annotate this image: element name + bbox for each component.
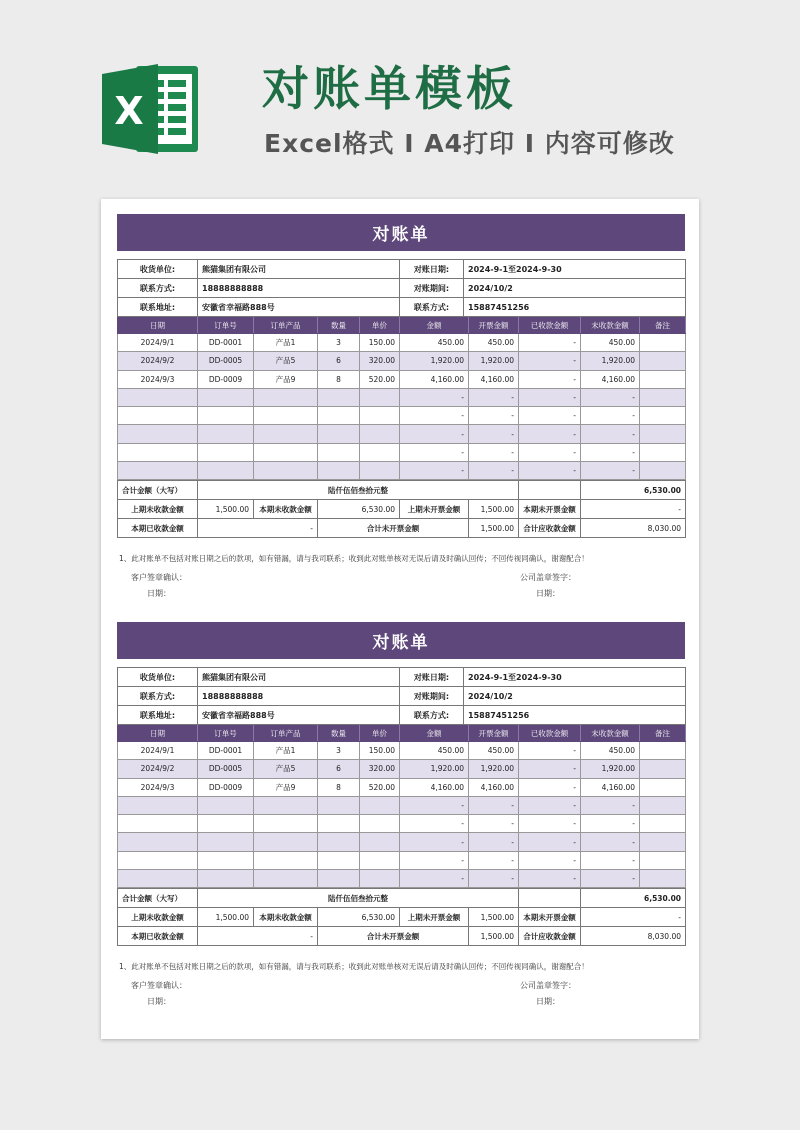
cell-received: - <box>519 870 581 888</box>
contact2-label: 联系方式: <box>400 706 464 725</box>
page-subtitle: Excel格式 I A4打印 I 内容可修改 <box>264 129 675 158</box>
cur-unpaid-value: 6,530.00 <box>318 500 400 519</box>
table-row <box>118 833 686 851</box>
column-header: 未收款金额 <box>581 318 640 334</box>
table-row <box>118 425 686 443</box>
cell-product <box>254 851 318 869</box>
cell-amount: - <box>400 851 469 869</box>
cell-product <box>254 462 318 480</box>
cell-received: - <box>519 352 581 370</box>
column-header: 单价 <box>360 726 400 742</box>
table-row <box>118 815 686 833</box>
cell-order <box>198 425 254 443</box>
cell-unpaid: 450.00 <box>581 742 640 760</box>
table-row <box>118 851 686 869</box>
cell-amount: - <box>400 462 469 480</box>
company-date-label: 日期： <box>536 997 560 1007</box>
table-row <box>118 870 686 888</box>
total-uninvoiced-value: 1,500.00 <box>469 519 519 538</box>
cell-note <box>640 760 686 778</box>
column-header: 金额 <box>400 318 469 334</box>
signature-area <box>117 572 685 606</box>
cell-invoiced: - <box>469 833 519 851</box>
company-sign-label: 公司盖章签字： <box>520 573 576 583</box>
cell-qty: 8 <box>318 370 360 388</box>
cell-unpaid: - <box>581 796 640 814</box>
cell-received: - <box>519 388 581 406</box>
cell-product: 产品1 <box>254 334 318 352</box>
cell-amount: - <box>400 796 469 814</box>
cell-received: - <box>519 833 581 851</box>
cell-order <box>198 833 254 851</box>
period-label: 对账日期: <box>400 668 464 687</box>
statement-block <box>117 622 685 1014</box>
cell-amount: - <box>400 443 469 461</box>
column-header: 日期 <box>118 318 198 334</box>
cell-date <box>118 462 198 480</box>
prev-uninvoiced-label: 上期未开票金额 <box>400 500 469 519</box>
info-table <box>117 259 686 317</box>
cell-product: 产品5 <box>254 760 318 778</box>
cell-order <box>198 796 254 814</box>
column-header: 未收款金额 <box>581 726 640 742</box>
cell-received: - <box>519 851 581 869</box>
cell-note <box>640 388 686 406</box>
total-value: 6,530.00 <box>581 889 686 908</box>
cell-qty <box>318 462 360 480</box>
statement-sheet <box>101 199 699 1039</box>
header <box>0 0 800 195</box>
cell-note <box>640 352 686 370</box>
cell-qty <box>318 407 360 425</box>
prev-uninvoiced-value: 1,500.00 <box>469 500 519 519</box>
column-header: 订单产品 <box>254 726 318 742</box>
cell-received: - <box>519 407 581 425</box>
cell-unpaid: 450.00 <box>581 334 640 352</box>
cell-invoiced: - <box>469 388 519 406</box>
prev-uninvoiced-value: 1,500.00 <box>469 908 519 927</box>
check-date-value: 2024/10/2 <box>464 687 686 706</box>
cell-amount: 4,160.00 <box>400 370 469 388</box>
period-value: 2024-9-1至2024-9-30 <box>464 260 686 279</box>
cell-amount: 1,920.00 <box>400 760 469 778</box>
prev-unpaid-label: 上期未收款金额 <box>118 908 198 927</box>
cell-received: - <box>519 796 581 814</box>
cell-invoiced: 450.00 <box>469 334 519 352</box>
cell-product <box>254 833 318 851</box>
cell-date: 2024/9/1 <box>118 742 198 760</box>
table-header-row <box>118 318 686 334</box>
cell-date <box>118 796 198 814</box>
customer-sign-label: 客户签章确认： <box>131 981 187 991</box>
table-row <box>118 334 686 352</box>
cell-price <box>360 388 400 406</box>
cell-order: DD-0009 <box>198 370 254 388</box>
cell-date: 2024/9/1 <box>118 334 198 352</box>
prev-uninvoiced-label: 上期未开票金额 <box>400 908 469 927</box>
receiver-value: 熊猫集团有限公司 <box>198 260 400 279</box>
cell-received: - <box>519 334 581 352</box>
cell-date <box>118 833 198 851</box>
column-header: 备注 <box>640 318 686 334</box>
cell-qty <box>318 796 360 814</box>
cell-date: 2024/9/3 <box>118 778 198 796</box>
cell-amount: - <box>400 388 469 406</box>
table-row <box>118 352 686 370</box>
statement-title: 对账单 <box>117 214 685 251</box>
cell-qty: 6 <box>318 760 360 778</box>
column-header: 开票金额 <box>469 318 519 334</box>
column-header: 数量 <box>318 318 360 334</box>
cell-order <box>198 388 254 406</box>
total-value: 6,530.00 <box>581 481 686 500</box>
cell-product <box>254 425 318 443</box>
cur-uninvoiced-label: 本期未开票金额 <box>519 908 581 927</box>
cell-qty <box>318 833 360 851</box>
cell-unpaid: - <box>581 407 640 425</box>
contact-value: 18888888888 <box>198 687 400 706</box>
table-row <box>118 462 686 480</box>
cell-received: - <box>519 778 581 796</box>
cell-invoiced: - <box>469 796 519 814</box>
cell-note <box>640 778 686 796</box>
cell-price <box>360 870 400 888</box>
contact-value: 18888888888 <box>198 279 400 298</box>
column-header: 数量 <box>318 726 360 742</box>
cell-qty <box>318 870 360 888</box>
cell-invoiced: 1,920.00 <box>469 352 519 370</box>
cur-unpaid-value: 6,530.00 <box>318 908 400 927</box>
table-row <box>118 778 686 796</box>
cell-note <box>640 370 686 388</box>
cur-unpaid-label: 本期未收款金额 <box>254 908 318 927</box>
cell-price <box>360 851 400 869</box>
cell-date: 2024/9/3 <box>118 370 198 388</box>
period-label: 对账日期: <box>400 260 464 279</box>
cur-uninvoiced-value: - <box>581 908 686 927</box>
cell-product <box>254 407 318 425</box>
cell-amount: - <box>400 833 469 851</box>
table-row <box>118 407 686 425</box>
cur-received-label: 本期已收款金额 <box>118 519 198 538</box>
total-uninvoiced-label: 合计未开票金额 <box>318 927 469 946</box>
receiver-value: 熊猫集团有限公司 <box>198 668 400 687</box>
total-receivable-label: 合计应收款金额 <box>519 927 581 946</box>
cell-unpaid: - <box>581 425 640 443</box>
cell-order: DD-0005 <box>198 352 254 370</box>
contact-label: 联系方式: <box>118 687 198 706</box>
cell-invoiced: - <box>469 443 519 461</box>
cell-invoiced: - <box>469 870 519 888</box>
total-receivable-label: 合计应收款金额 <box>519 519 581 538</box>
cell-unpaid: - <box>581 388 640 406</box>
excel-logo-icon <box>100 62 200 156</box>
cell-qty: 3 <box>318 742 360 760</box>
column-header: 备注 <box>640 726 686 742</box>
cell-invoiced: 4,160.00 <box>469 370 519 388</box>
table-header-row <box>118 726 686 742</box>
signature-area <box>117 980 685 1014</box>
statement-note: 1、此对账单不包括对账日期之后的款项，如有错漏，请与我司联系；收到此对账单核对无误后请及时确认回传；不回传视同确认，谢谢配合！ <box>119 962 589 972</box>
statement-note: 1、此对账单不包括对账日期之后的款项，如有错漏，请与我司联系；收到此对账单核对无误后请及时确认回传；不回传视同确认，谢谢配合！ <box>119 554 589 564</box>
cell-qty <box>318 425 360 443</box>
cell-product <box>254 815 318 833</box>
cell-note <box>640 870 686 888</box>
cell-date: 2024/9/2 <box>118 352 198 370</box>
column-header: 金额 <box>400 726 469 742</box>
cell-price: 520.00 <box>360 370 400 388</box>
column-header: 订单产品 <box>254 318 318 334</box>
cell-price: 320.00 <box>360 760 400 778</box>
cur-received-value: - <box>198 519 318 538</box>
cell-date <box>118 407 198 425</box>
cell-qty: 6 <box>318 352 360 370</box>
cell-invoiced: - <box>469 815 519 833</box>
cell-unpaid: - <box>581 462 640 480</box>
table-row <box>118 370 686 388</box>
cell-note <box>640 334 686 352</box>
column-header: 日期 <box>118 726 198 742</box>
cell-price <box>360 815 400 833</box>
cell-product <box>254 388 318 406</box>
cell-invoiced: - <box>469 425 519 443</box>
cell-received: - <box>519 443 581 461</box>
cell-invoiced: 1,920.00 <box>469 760 519 778</box>
cell-order <box>198 815 254 833</box>
cell-amount: - <box>400 407 469 425</box>
cell-invoiced: - <box>469 462 519 480</box>
prev-unpaid-label: 上期未收款金额 <box>118 500 198 519</box>
cell-order <box>198 443 254 461</box>
cell-order <box>198 870 254 888</box>
address-label: 联系地址: <box>118 706 198 725</box>
cell-order: DD-0009 <box>198 778 254 796</box>
cell-unpaid: - <box>581 870 640 888</box>
total-label: 合计金额（大写） <box>118 889 198 908</box>
cell-price: 520.00 <box>360 778 400 796</box>
check-date-value: 2024/10/2 <box>464 279 686 298</box>
contact-label: 联系方式: <box>118 279 198 298</box>
column-header: 已收款金额 <box>519 726 581 742</box>
receiver-label: 收货单位: <box>118 668 198 687</box>
cell-note <box>640 425 686 443</box>
cell-product <box>254 870 318 888</box>
summary-table <box>117 480 686 538</box>
cell-product <box>254 796 318 814</box>
address-value: 安徽省幸福路888号 <box>198 298 400 317</box>
cell-price <box>360 833 400 851</box>
cell-date <box>118 425 198 443</box>
cell-order: DD-0001 <box>198 334 254 352</box>
customer-date-label: 日期： <box>147 997 171 1007</box>
cell-note <box>640 462 686 480</box>
total-uninvoiced-value: 1,500.00 <box>469 927 519 946</box>
column-header: 单价 <box>360 318 400 334</box>
cell-invoiced: 4,160.00 <box>469 778 519 796</box>
cell-amount: 450.00 <box>400 742 469 760</box>
cell-qty <box>318 388 360 406</box>
table-row <box>118 388 686 406</box>
cell-note <box>640 443 686 461</box>
cell-unpaid: 1,920.00 <box>581 760 640 778</box>
cell-note <box>640 796 686 814</box>
cell-invoiced: - <box>469 407 519 425</box>
cell-qty: 8 <box>318 778 360 796</box>
cell-received: - <box>519 462 581 480</box>
order-table <box>117 725 686 888</box>
cell-unpaid: - <box>581 833 640 851</box>
cell-received: - <box>519 370 581 388</box>
info-table <box>117 667 686 725</box>
contact2-label: 联系方式: <box>400 298 464 317</box>
cell-date <box>118 815 198 833</box>
total-receivable-value: 8,030.00 <box>581 927 686 946</box>
cell-note <box>640 833 686 851</box>
prev-unpaid-value: 1,500.00 <box>198 908 254 927</box>
page-title: 对账单模板 <box>262 62 517 117</box>
customer-date-label: 日期： <box>147 589 171 599</box>
total-uninvoiced-label: 合计未开票金额 <box>318 519 469 538</box>
contact2-value: 15887451256 <box>464 706 686 725</box>
cell-price: 150.00 <box>360 334 400 352</box>
contact2-value: 15887451256 <box>464 298 686 317</box>
statement-title: 对账单 <box>117 622 685 659</box>
address-value: 安徽省幸福路888号 <box>198 706 400 725</box>
total-words: 陆仟伍佰叁拾元整 <box>198 481 519 500</box>
cell-order: DD-0005 <box>198 760 254 778</box>
column-header: 已收款金额 <box>519 318 581 334</box>
receiver-label: 收货单位: <box>118 260 198 279</box>
cell-order <box>198 462 254 480</box>
cell-product <box>254 443 318 461</box>
cell-price: 150.00 <box>360 742 400 760</box>
cell-unpaid: 4,160.00 <box>581 778 640 796</box>
cell-qty <box>318 443 360 461</box>
cell-note <box>640 851 686 869</box>
cell-received: - <box>519 425 581 443</box>
cell-unpaid: - <box>581 443 640 461</box>
check-date-label: 对账期间: <box>400 279 464 298</box>
period-value: 2024-9-1至2024-9-30 <box>464 668 686 687</box>
cell-qty <box>318 815 360 833</box>
cell-note <box>640 815 686 833</box>
cell-date: 2024/9/2 <box>118 760 198 778</box>
cell-unpaid: - <box>581 815 640 833</box>
cell-date <box>118 388 198 406</box>
cell-note <box>640 742 686 760</box>
customer-sign-label: 客户签章确认： <box>131 573 187 583</box>
cell-product: 产品1 <box>254 742 318 760</box>
table-row <box>118 443 686 461</box>
cur-received-value: - <box>198 927 318 946</box>
column-header: 订单号 <box>198 726 254 742</box>
table-row <box>118 796 686 814</box>
cell-invoiced: - <box>469 851 519 869</box>
cell-unpaid: 1,920.00 <box>581 352 640 370</box>
address-label: 联系地址: <box>118 298 198 317</box>
cell-amount: - <box>400 425 469 443</box>
cell-product: 产品5 <box>254 352 318 370</box>
company-date-label: 日期： <box>536 589 560 599</box>
cell-amount: 4,160.00 <box>400 778 469 796</box>
cell-price <box>360 462 400 480</box>
cur-uninvoiced-label: 本期未开票金额 <box>519 500 581 519</box>
column-header: 开票金额 <box>469 726 519 742</box>
cell-price <box>360 443 400 461</box>
cell-product: 产品9 <box>254 370 318 388</box>
cell-amount: 450.00 <box>400 334 469 352</box>
summary-table <box>117 888 686 946</box>
cell-price <box>360 796 400 814</box>
cell-qty <box>318 851 360 869</box>
cell-price: 320.00 <box>360 352 400 370</box>
cur-unpaid-label: 本期未收款金额 <box>254 500 318 519</box>
company-sign-label: 公司盖章签字： <box>520 981 576 991</box>
cell-price <box>360 407 400 425</box>
cell-price <box>360 425 400 443</box>
order-table <box>117 317 686 480</box>
total-words: 陆仟伍佰叁拾元整 <box>198 889 519 908</box>
cell-date <box>118 851 198 869</box>
cur-received-label: 本期已收款金额 <box>118 927 198 946</box>
check-date-label: 对账期间: <box>400 687 464 706</box>
cell-note <box>640 407 686 425</box>
cell-invoiced: 450.00 <box>469 742 519 760</box>
cell-product: 产品9 <box>254 778 318 796</box>
cell-received: - <box>519 760 581 778</box>
cell-unpaid: 4,160.00 <box>581 370 640 388</box>
cur-uninvoiced-value: - <box>581 500 686 519</box>
total-receivable-value: 8,030.00 <box>581 519 686 538</box>
table-row <box>118 742 686 760</box>
table-row <box>118 760 686 778</box>
cell-amount: - <box>400 815 469 833</box>
cell-amount: - <box>400 870 469 888</box>
cell-amount: 1,920.00 <box>400 352 469 370</box>
cell-unpaid: - <box>581 851 640 869</box>
cell-order: DD-0001 <box>198 742 254 760</box>
total-label: 合计金额（大写） <box>118 481 198 500</box>
cell-date <box>118 443 198 461</box>
cell-received: - <box>519 742 581 760</box>
cell-order <box>198 407 254 425</box>
logo-letter: X <box>114 89 144 133</box>
statement-block <box>117 214 685 606</box>
cell-received: - <box>519 815 581 833</box>
cell-order <box>198 851 254 869</box>
column-header: 订单号 <box>198 318 254 334</box>
cell-date <box>118 870 198 888</box>
prev-unpaid-value: 1,500.00 <box>198 500 254 519</box>
cell-qty: 3 <box>318 334 360 352</box>
